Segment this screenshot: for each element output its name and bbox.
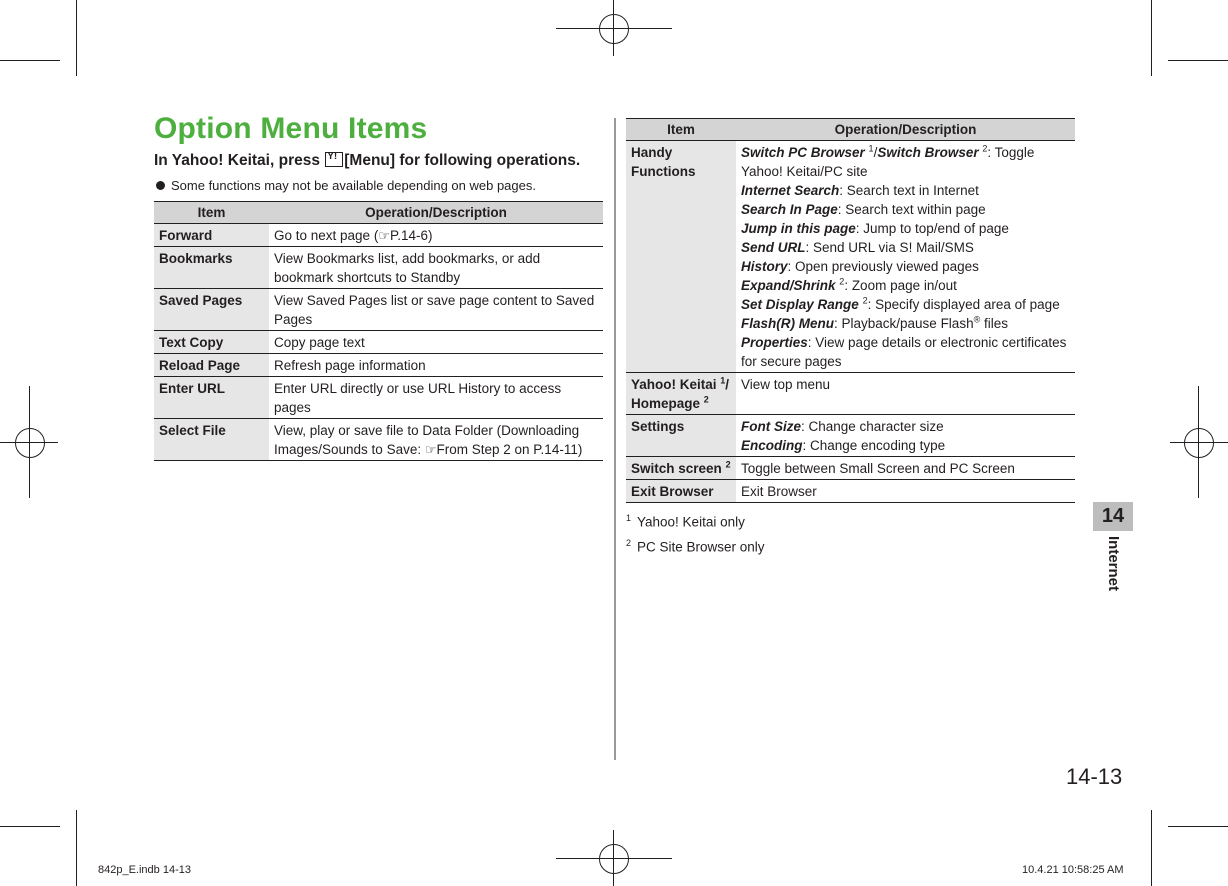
row-description: View top menu: [736, 373, 1075, 415]
column-header-item: Item: [154, 202, 269, 224]
row-description: Refresh page information: [269, 354, 603, 377]
table-row: [626, 415, 1075, 457]
column-divider: [614, 118, 616, 760]
table-row: [626, 373, 1075, 415]
row-description: Toggle between Small Screen and PC Screen: [736, 457, 1075, 480]
row-item: Text Copy: [154, 331, 269, 354]
table-row: [626, 141, 1075, 373]
table-row: [154, 419, 603, 461]
option-menu-table-left: [154, 201, 603, 461]
row-item: Yahoo! Keitai $^1$/ Homepage $^2$: [626, 373, 736, 415]
table-row: [154, 247, 603, 289]
note-text: Some functions may not be available depending on web pages.: [171, 178, 536, 193]
chapter-label: Internet: [1105, 536, 1122, 592]
row-item: Bookmarks: [154, 247, 269, 289]
instruction-text-before: In Yahoo! Keitai, press: [154, 152, 325, 169]
instruction: [154, 152, 580, 170]
instruction-text-after: [Menu] for following operations.: [344, 152, 581, 169]
table-row: [626, 480, 1075, 503]
row-item: Reload Page: [154, 354, 269, 377]
yahoo-menu-key-icon: [325, 152, 343, 167]
row-description: Go to next page (☞P.14-6): [269, 224, 603, 247]
chapter-number-tab: 14: [1093, 502, 1133, 531]
row-item: Handy Functions: [626, 141, 736, 373]
table-header-row: [626, 119, 1075, 141]
table-row: [154, 377, 603, 419]
row-item: Select File: [154, 419, 269, 461]
hand-pointer-icon: ☞: [424, 442, 437, 457]
page-title: Option Menu Items: [154, 112, 428, 145]
table-row: [626, 457, 1075, 480]
row-item: Settings: [626, 415, 736, 457]
row-description: Exit Browser: [736, 480, 1075, 503]
footnote: $^1$ Yahoo! Keitai only: [626, 513, 745, 530]
row-description: Copy page text: [269, 331, 603, 354]
availability-note: [156, 178, 536, 193]
table-row: [154, 224, 603, 247]
row-description: View, play or save file to Data Folder (Downloading Images/Sounds to Save: ☞From Step 2 on P.14-11): [269, 419, 603, 461]
hand-pointer-icon: ☞: [378, 228, 390, 243]
row-description: Enter URL directly or use URL History to access pages: [269, 377, 603, 419]
row-item: Saved Pages: [154, 289, 269, 331]
footnote: $^2$ PC Site Browser only: [626, 537, 765, 554]
page-number: 14-13: [1066, 764, 1123, 789]
row-item: Exit Browser: [626, 480, 736, 503]
row-item: Enter URL: [154, 377, 269, 419]
print-slug-file: 842p_E.indb 14-13: [98, 864, 191, 876]
table-row: [154, 289, 603, 331]
bullet-icon: [156, 181, 165, 190]
option-menu-table-right: [626, 118, 1075, 503]
row-item: Switch screen $^2$: [626, 457, 736, 480]
footnotes: [626, 508, 765, 557]
column-header-description: Operation/Description: [736, 119, 1075, 141]
table-header-row: [154, 202, 603, 224]
table-row: [154, 331, 603, 354]
table-row: [154, 354, 603, 377]
row-description: Switch PC Browser $^1$/Switch Browser $^2$: Toggle Yahoo! Keitai/PC site Internet Search: Search text in Internet Search In Page: Search text within page Jump in this page: Jump to top/end of page Send URL: Send URL via S! Mail/SMS History: Open previously viewed pages Expand/Shrink $^2$: Zoom page in/out Set Display Range $^2$: Specify displayed area of page Flash(R) Menu: Playback/pause Flash® files Properties: View page details or electronic certificates for secure pages: [736, 141, 1075, 373]
row-description: View Bookmarks list, add bookmarks, or add bookmark shortcuts to Standby: [269, 247, 603, 289]
row-description: Font Size: Change character size Encoding: Change encoding type: [736, 415, 1075, 457]
row-description: View Saved Pages list or save page content to Saved Pages: [269, 289, 603, 331]
row-item: Forward: [154, 224, 269, 247]
column-header-description: Operation/Description: [269, 202, 603, 224]
print-slug-timestamp: 10.4.21 10:58:25 AM: [1022, 864, 1124, 876]
column-header-item: Item: [626, 119, 736, 141]
